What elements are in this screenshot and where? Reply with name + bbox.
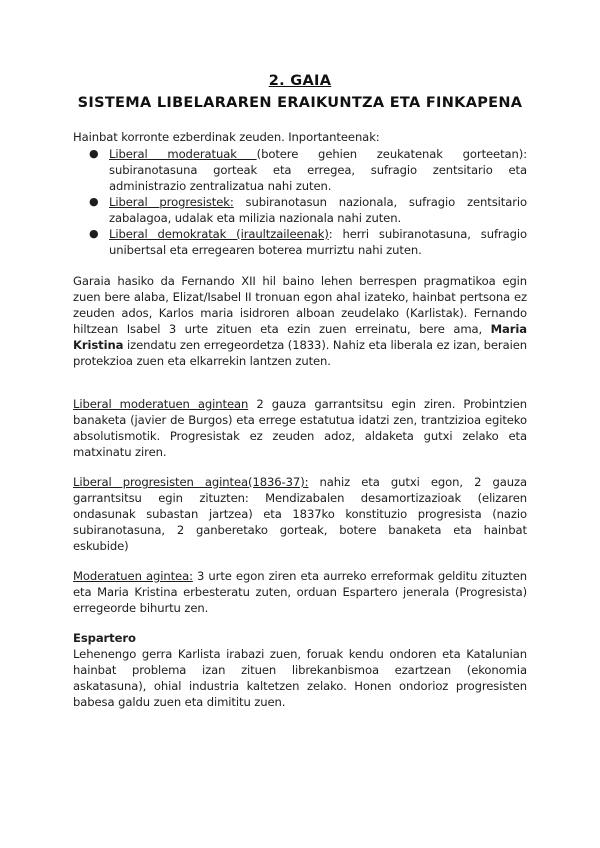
bullet-icon: ● [89, 147, 99, 160]
moderate-text: 2 gauza garrantsitsu egin ziren. Probintzien banaketa (javier de Burgos) eta erregе estatutua idatzi zen, trantzizioa egiteko absolutismotik. Progresistak ez zeuden adoz, aldaketa gutxi zelako eta matxinatu ziren. [73, 397, 527, 459]
current-text: (botere gehien zeukatenak gorteetan): subiranotasuna gorteak eta erregea, sufragio zentsitario eta administrazio zentralizatua nahi zuten. [109, 147, 528, 193]
current-text: subiranotasun nazionala, sufragio zentsitario zabalagoa, udalak eta milizia nazionala nahi zuten. [109, 195, 527, 225]
list-item [73, 146, 527, 194]
regency-text-after: izendatu zen erregeordetza (1833). Nahiz eta liberala ez izan, beraien protekzioa zuen eta elkarrekin lantzen zuten. [73, 338, 527, 368]
current-label: Liberal moderatuak [109, 147, 257, 161]
bullet-icon: ● [89, 227, 99, 240]
moderates-rule-label: Moderatuen agintea: [73, 569, 193, 583]
regency-paragraph [73, 273, 527, 369]
regency-name: Maria Kristina [73, 322, 527, 352]
moderate-paragraph [73, 396, 527, 460]
moderates-rule-text: 3 urte egon ziren eta aurreko erreformak gelditu zituzten eta Maria Kristina erbesteratu zuten, orduan Espartero jenerala (Progresista) erregeorde bihurtu zen. [73, 569, 527, 615]
currents-list [73, 146, 527, 258]
bullet-icon: ● [89, 195, 99, 208]
progressive-label: Liberal progresisten agintea(1836-37): [73, 475, 309, 489]
chapter-title: SISTEMA LIBELARAREN ERAIKUNTZA ETA FINKAPENA [77, 95, 523, 111]
current-label: Liberal demokratak (iraultzaileenak) [109, 227, 329, 241]
moderate-label: Liberal moderatuen agintean [73, 397, 249, 411]
intro-text: Hainbat korronte ezberdinak zeuden. Inportanteenak: [73, 130, 380, 144]
current-text: : herri subiranotasuna, sufragio unibertsal eta erregearen boterea murriztu nahi zuten. [109, 227, 527, 257]
current-label: Liberal progresistek: [109, 195, 234, 209]
espartero-heading: Espartero [73, 631, 136, 645]
progressive-text: nahiz eta gutxi egon, 2 gauza garrantsitsu egin zituzten: Mendizabalen desamortizazioak (elizaren ondasunak subastan jartzea) eta 1837ko konstituzio progresista (nazio subiranotasuna, 2 ganberetako gorteak, botere banaketa eta hainbat eskubide) [73, 475, 527, 553]
chapter-number: 2. GAIA [268, 73, 332, 89]
list-item [73, 194, 527, 226]
progressive-paragraph [73, 474, 527, 554]
moderates-rule-paragraph [73, 568, 527, 616]
regency-text-before: Garaia hasiko da Fernando XII hil baino lehen berrespen pragmatikoa egin zuen bere alaba, Elizat/Isabel II tronuan egon ahal izateko, hainbat pertsona ez zeuden ados, Karlos maria isidroren alboan zeudelako (Karlistak). Fernando hiltzean Isabel 3 urte zituen eta ezin zuen erreinatu, bere ama, [73, 274, 527, 336]
espartero-paragraph: Lehenengo gerra Karlista irabazi zuen, foruak kendu ondoren eta Katalunian hainbat problema izan zituen librekanbismoa ezartzean (ekonomia askatasuna), ohial industria kaltetzen zelako. Honen ondorioz progresisten babesa galdu zuen eta dimititu zuen. [73, 647, 527, 709]
list-item [73, 226, 527, 258]
